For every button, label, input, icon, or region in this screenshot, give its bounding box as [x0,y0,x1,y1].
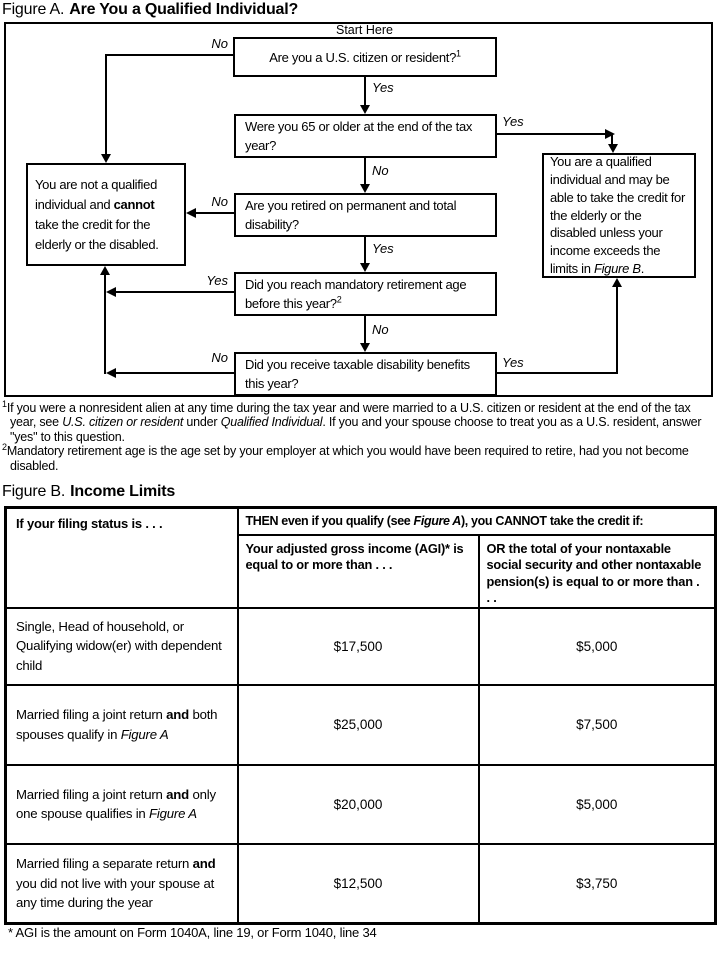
income-limits-table [4,506,717,925]
label-q5-yes: Yes [502,355,524,370]
agi-amount: $12,500 [238,844,479,924]
flow-line-q5-yes-horizontal [497,372,618,374]
flow-box-qualified [542,153,696,278]
arrowhead-q2-yes-right [605,129,615,139]
label-q1-no: No [211,36,228,51]
header-then-qualify: THEN even if you qualify (see Figure A), you CANNOT take the credit if: [238,508,716,535]
flow-line-q1-no-horizontal [105,54,233,56]
figure-b-prefix: Figure B. [2,483,66,500]
figure-a-title: Are You a Qualified Individual? [69,1,299,18]
flow-box-qualified-text: You are a qualified individual and may be able to take the credit for the elderly or the disabled unless your income exceeds the limits in Figure B. [550,154,685,276]
figure-b-heading [2,483,175,501]
agi-amount: $25,000 [238,685,479,765]
flow-box-q5-taxable-benefits [234,352,497,396]
pension-amount: $7,500 [479,685,716,765]
figure-a-prefix: Figure A. [2,1,65,18]
header-filing-status: If your filing status is . . . [6,508,238,608]
label-q5-no: No [211,350,228,365]
status-cell: Single, Head of household, or Qualifying widow(er) with dependent child [6,608,238,685]
flow-box-q2-age65 [234,114,497,158]
arrowhead-return-up [100,266,110,275]
pension-amount: $5,000 [479,608,716,685]
table-row-separate [6,844,716,924]
arrowhead-q2-yes-down [608,144,618,153]
flow-line-q4-yes [115,291,234,293]
flow-line-q3-no [195,212,234,214]
pension-amount: $5,000 [479,765,716,844]
arrowhead-q4-yes-left [106,287,116,297]
flow-line-q4-no [364,316,366,344]
footnote-2: $^2$Mandatory retirement age is the age set by your employer at which you would have been required to retire, had you not become disabled. [2,442,689,473]
label-q3-no: No [211,194,228,209]
label-q4-no: No [372,322,389,337]
table-row-joint-both [6,685,716,765]
status-cell: Married filing a joint return and both spouses qualify in Figure A [6,685,238,765]
flow-box-q3-text: Are you retired on permanent and total disability? [245,198,457,232]
figure-b-title: Income Limits [70,483,176,500]
label-q2-no: No [372,163,389,178]
label-q3-yes: Yes [372,241,394,256]
flow-box-not-qualified [26,163,186,266]
label-q1-yes: Yes [372,80,394,95]
arrowhead-q3-no-left [186,208,196,218]
flow-line-q5-yes-vertical [616,286,618,374]
flow-line-q3-yes [364,237,366,264]
flow-line-q1-yes [364,77,366,106]
table-row-joint-one [6,765,716,844]
flow-line-q5-no [115,372,234,374]
flow-box-q4-text: Did you reach mandatory retirement age before this year?$^2$ [245,277,467,311]
figure-a-footnotes [2,398,719,473]
status-cell: Married filing a joint return and only one spouse qualifies in Figure A [6,765,238,844]
arrowhead-q4-no-down [360,343,370,352]
pension-amount: $3,750 [479,844,716,924]
flow-box-q3-retired-disability [234,193,497,237]
arrowhead-q2-no-down [360,184,370,193]
table-header-row-1 [6,508,716,535]
flow-line-q1-no-vertical [105,54,107,154]
arrowhead-q5-yes-up [612,278,622,287]
label-q4-yes: Yes [206,273,228,288]
flow-box-q1-text: Are you a U.S. citizen or resident?$^1$ [269,48,461,65]
header-agi: Your adjusted gross income (AGI)* is equal to or more than . . . [238,535,479,608]
flow-line-q2-no [364,157,366,185]
figure-a-heading [2,1,298,19]
label-q2-yes: Yes [502,114,524,129]
arrowhead-q1-yes-down [360,105,370,114]
flow-box-q1-citizen [233,37,497,77]
flow-box-q2-text: Were you 65 or older at the end of the tax year? [245,119,473,153]
flow-line-q2-yes-horizontal [497,133,605,135]
start-here-label: Start Here [336,23,393,37]
header-nontaxable-pension: OR the total of your nontaxable social security and other nontaxable pension(s) is equal to or more than . . . [479,535,716,608]
agi-footnote: * AGI is the amount on Form 1040A, line 19, or Form 1040, line 34 [8,925,377,940]
arrowhead-q3-yes-down [360,263,370,272]
flow-box-q5-text: Did you receive taxable disability benefits this year? [245,357,470,391]
flow-box-not-qualified-text: You are not a qualified individual and cannot take the credit for the elderly or the disabled. [35,176,159,252]
status-cell: Married filing a separate return and you did not live with your spouse at any time during the year [6,844,238,924]
flow-box-q4-mandatory-retirement [234,272,497,316]
footnote-1: $^1$If you were a nonresident alien at any time during the tax year and were married to a U.S. citizen or resident at the end of the tax year, see U.S. citizen or resident under Qualified Individual. If you and your spouse choose to treat you as a U.S. resident, answer "yes" to this question. [2,398,702,444]
agi-amount: $17,500 [238,608,479,685]
table-row-single [6,608,716,685]
agi-amount: $20,000 [238,765,479,844]
arrowhead-q1-no-down [101,154,111,163]
arrowhead-q5-no-left [106,368,116,378]
